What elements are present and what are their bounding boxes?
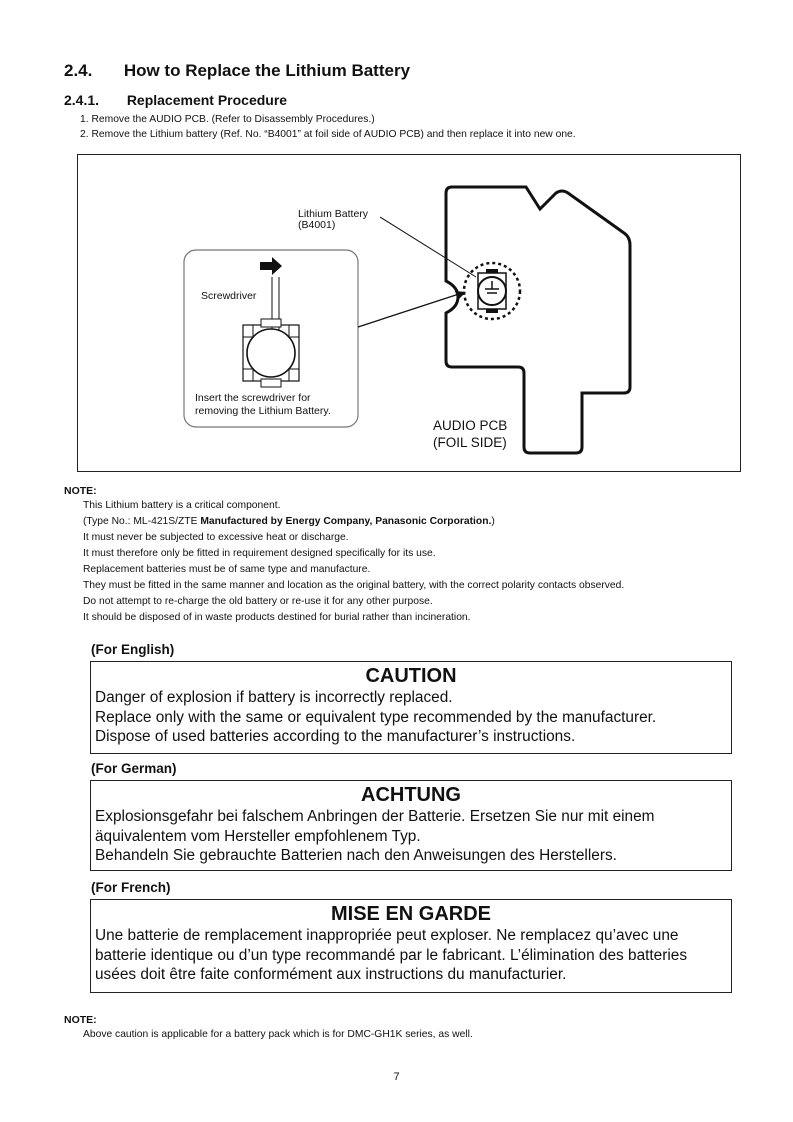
push-direction-arrow	[260, 257, 282, 275]
pcb-label-line-2: (FOIL SIDE)	[433, 435, 507, 450]
diagram-drawing	[78, 155, 740, 471]
note-2-label: NOTE:	[64, 1014, 97, 1026]
note-1-line: This Lithium battery is a critical component.	[83, 500, 281, 511]
caution-line: Replace only with the same or equivalent type recommended by the manufacturer.	[95, 708, 657, 726]
section-number: 2.4.	[64, 61, 93, 80]
battery-ref-label: (B4001)	[298, 219, 336, 231]
note-1-line: It must never be subjected to excessive heat or discharge.	[83, 532, 349, 543]
mise-en-garde-line: usées doit être faite conformément aux instructions du manufacturier.	[95, 966, 567, 983]
insert-instruction-line-1: Insert the screwdriver for	[195, 392, 311, 404]
achtung-line: äquivalentem vom Hersteller empfohlenem Typ.	[95, 827, 421, 845]
mise-en-garde-body	[95, 926, 727, 985]
note-1-body	[83, 498, 624, 626]
page-number: 7	[393, 1071, 400, 1083]
note-1-label: NOTE:	[64, 485, 97, 497]
subsection-number: 2.4.1.	[64, 92, 100, 108]
mise-en-garde-title: MISE EN GARDE	[330, 903, 492, 925]
battery-diagram	[77, 154, 741, 472]
screwdriver-label: Screwdriver	[201, 290, 257, 302]
note-1-line: They must be fitted in the same manner and location as the original battery, with the correct polarity contacts observed.	[83, 580, 625, 591]
note-1-line: Do not attempt to re-charge the old battery or re-use it for any other purpose.	[83, 596, 433, 607]
english-label: (For English)	[91, 642, 175, 657]
audio-pcb-outline	[446, 187, 630, 453]
note-1-type-line	[83, 514, 624, 530]
caution-line: Danger of explosion if battery is incorrectly replaced.	[95, 689, 453, 706]
procedure-steps	[80, 112, 576, 142]
caution-title: CAUTION	[365, 665, 457, 687]
subsection-heading	[64, 92, 287, 108]
caution-box-german	[90, 780, 732, 871]
note-1-line: It should be disposed of in waste products destined for burial rather than incineration.	[83, 612, 471, 623]
note-1-line: It must therefore only be fitted in requirement designed specifically for its use.	[83, 548, 436, 559]
section-title: How to Replace the Lithium Battery	[123, 61, 411, 80]
label-leader-line	[380, 217, 476, 277]
note-2-text: Above caution is applicable for a battery pack which is for DMC-GH1K series, as well.	[83, 1029, 473, 1040]
subsection-title: Replacement Procedure	[126, 92, 288, 108]
caution-body	[95, 688, 727, 747]
achtung-title: ACHTUNG	[361, 784, 461, 806]
mise-en-garde-line: batterie identique ou d’un type recommandé par le fabricant. L’élimination des batteries	[95, 946, 688, 964]
pcb-label-line-1: AUDIO PCB	[433, 418, 508, 433]
section-heading	[64, 61, 410, 81]
french-label: (For French)	[91, 880, 171, 895]
achtung-line: Behandeln Sie gebrauchte Batterien nach den Anweisungen des Herstellers.	[95, 847, 617, 864]
caution-line: Dispose of used batteries according to the manufacturer’s instructions.	[95, 728, 576, 745]
note-1-line: Replacement batteries must be of same type and manufacture.	[83, 564, 371, 575]
caution-box-french	[90, 899, 732, 993]
manufacturer-text: Manufactured by Energy Company, Panasonic Corporation.	[200, 516, 492, 527]
german-label: (For German)	[91, 761, 177, 776]
step-1: 1. Remove the AUDIO PCB. (Refer to Disassembly Procedures.)	[80, 114, 375, 125]
caution-box-english	[90, 661, 732, 754]
insert-instruction-line-2: removing the Lithium Battery.	[195, 405, 331, 417]
type-prefix: (Type No.: ML-421S/ZTE	[83, 516, 201, 527]
step-2: 2. Remove the Lithium battery (Ref. No. “B4001” at foil side of AUDIO PCB) and then replace it into new one.	[80, 129, 576, 140]
inset-battery-icon	[247, 329, 295, 377]
mise-en-garde-line: Une batterie de remplacement inappropriée peut exploser. Ne remplacez qu’avec une	[95, 927, 679, 944]
achtung-line: Explosionsgefahr bei falschem Anbringen der Batterie. Ersetzen Sie nur mit einem	[95, 808, 655, 825]
type-suffix: )	[491, 516, 495, 527]
battery-label: Lithium Battery	[298, 208, 369, 220]
achtung-body	[95, 807, 727, 866]
